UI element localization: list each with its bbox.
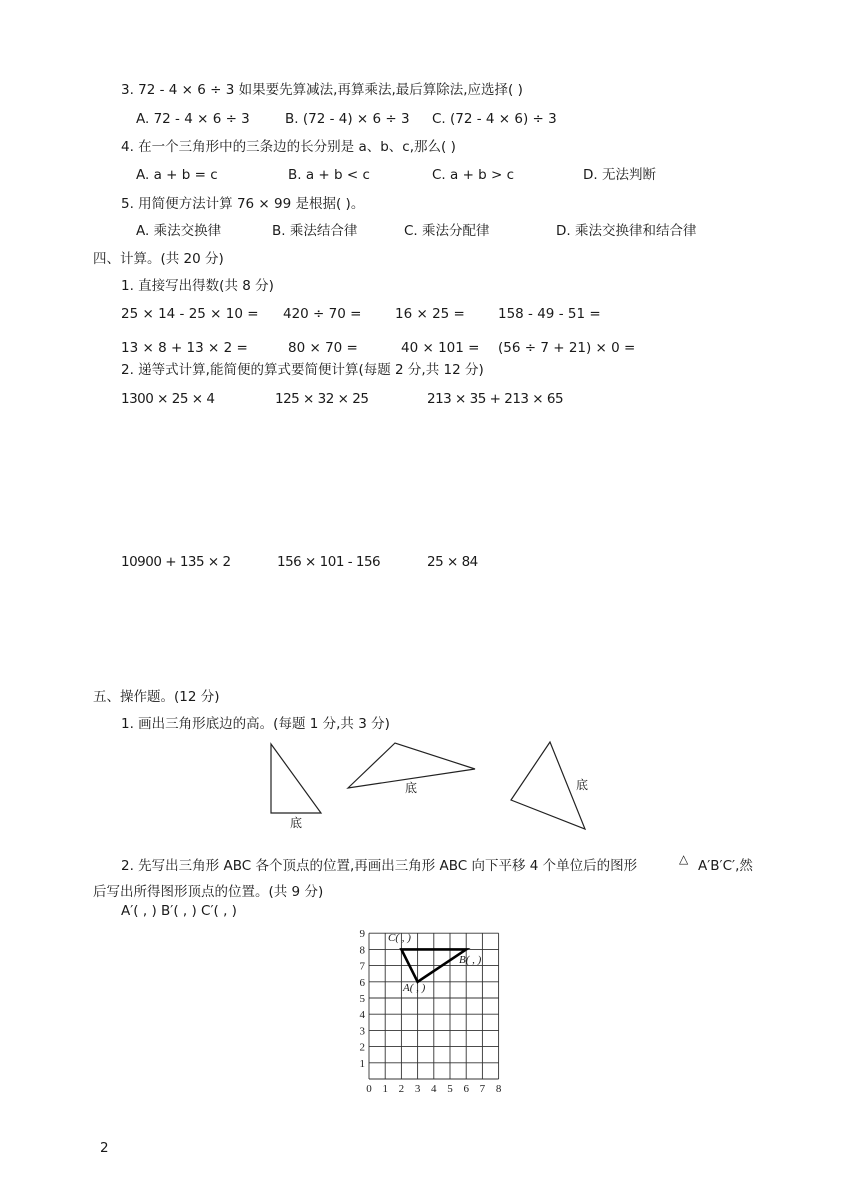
y-tick-label: 2 [359,1041,365,1054]
calc-item: 25 × 84 [427,554,478,570]
calc-item: 25 × 14 - 25 × 10 = [121,306,259,322]
calc-item: 420 ÷ 70 = [283,306,362,322]
section5-sub2-line1-end: A′B′C′,然 [698,858,753,874]
calc-item: 80 × 70 = [288,340,358,356]
calc-item: 40 × 101 = [401,340,480,356]
x-tick-label: 5 [447,1083,453,1095]
calc-item: 156 × 101 - 156 [277,554,381,570]
calc-item: 158 - 49 - 51 = [498,306,601,322]
answer-line: A′( , ) B′( , ) C′( , ) [121,903,237,919]
label-b: B( , ) [459,954,482,966]
base-label: 底 [405,781,418,795]
x-tick-label: 6 [463,1083,469,1095]
q4-stem: 4. 在一个三角形中的三条边的长分别是 a、b、c,那么( ) [121,139,456,155]
y-tick-label: 1 [359,1057,365,1070]
base-label: 底 [576,778,589,792]
y-tick-label: 7 [359,960,365,973]
calc-item: (56 ÷ 7 + 21) × 0 = [498,340,636,356]
triangle-symbol-icon: △ [679,852,689,866]
calc-item: 10900 + 135 × 2 [121,554,231,570]
calc-item: 16 × 25 = [395,306,465,322]
x-tick-label: 4 [431,1083,437,1095]
q3-stem: 3. 72 - 4 × 6 ÷ 3 如果要先算减法,再算乘法,最后算除法,应选择( ) [121,82,523,98]
q4-option-a: A. a + b = c [136,167,218,183]
calc-item: 213 × 35 + 213 × 65 [427,391,564,407]
q4-option-b: B. a + b < c [288,167,370,183]
base-label: 底 [290,816,303,830]
q5-option-d: D. 乘法交换律和结合律 [556,223,697,239]
q3-option-a: A. 72 - 4 × 6 ÷ 3 [136,111,250,127]
page-number: 2 [100,1140,109,1156]
y-tick-label: 9 [359,928,365,941]
x-tick-label: 1 [382,1083,388,1095]
q4-option-c: C. a + b > c [432,167,515,183]
x-tick-label: 2 [398,1083,405,1095]
q4-option-d: D. 无法判断 [583,167,656,183]
x-tick-label: 0 [366,1083,372,1095]
section5-sub2-line1: 2. 先写出三角形 ABC 各个顶点的位置,再画出三角形 ABC 向下平移 4 个单位后的图形 [121,858,638,874]
section4-title: 四、计算。(共 20 分) [93,251,224,267]
y-tick-label: 5 [359,993,365,1005]
q5-stem: 5. 用简便方法计算 76 × 99 是根据( )。 [121,196,365,212]
section5-sub2-line2: 后写出所得图形顶点的位置。(共 9 分) [93,884,324,900]
calc-item: 1300 × 25 × 4 [121,391,215,407]
y-tick-label: 6 [359,976,365,989]
section5-sub1: 1. 画出三角形底边的高。(每题 1 分,共 3 分) [121,716,390,732]
q3-option-c: C. (72 - 4 × 6) ÷ 3 [432,111,557,127]
x-tick-label: 7 [479,1083,486,1095]
label-a: A( , ) [403,982,426,994]
q5-option-a: A. 乘法交换律 [136,223,222,239]
section5-title: 五、操作题。(12 分) [93,689,220,705]
calc-item: 125 × 32 × 25 [275,391,369,407]
y-tick-label: 8 [359,944,365,957]
q3-option-b: B. (72 - 4) × 6 ÷ 3 [285,111,410,127]
x-tick-label: 3 [414,1083,421,1095]
section4-sub1: 1. 直接写出得数(共 8 分) [121,278,274,294]
y-tick-label: 4 [359,1009,365,1022]
x-tick-label: 8 [495,1083,502,1095]
y-tick-label: 3 [359,1025,365,1038]
label-c: C( , ) [388,932,411,944]
q5-option-c: C. 乘法分配律 [404,223,490,239]
section4-sub2: 2. 递等式计算,能简便的算式要简便计算(每题 2 分,共 12 分) [121,362,484,378]
q5-option-b: B. 乘法结合律 [272,223,358,239]
calc-item: 13 × 8 + 13 × 2 = [121,340,248,356]
